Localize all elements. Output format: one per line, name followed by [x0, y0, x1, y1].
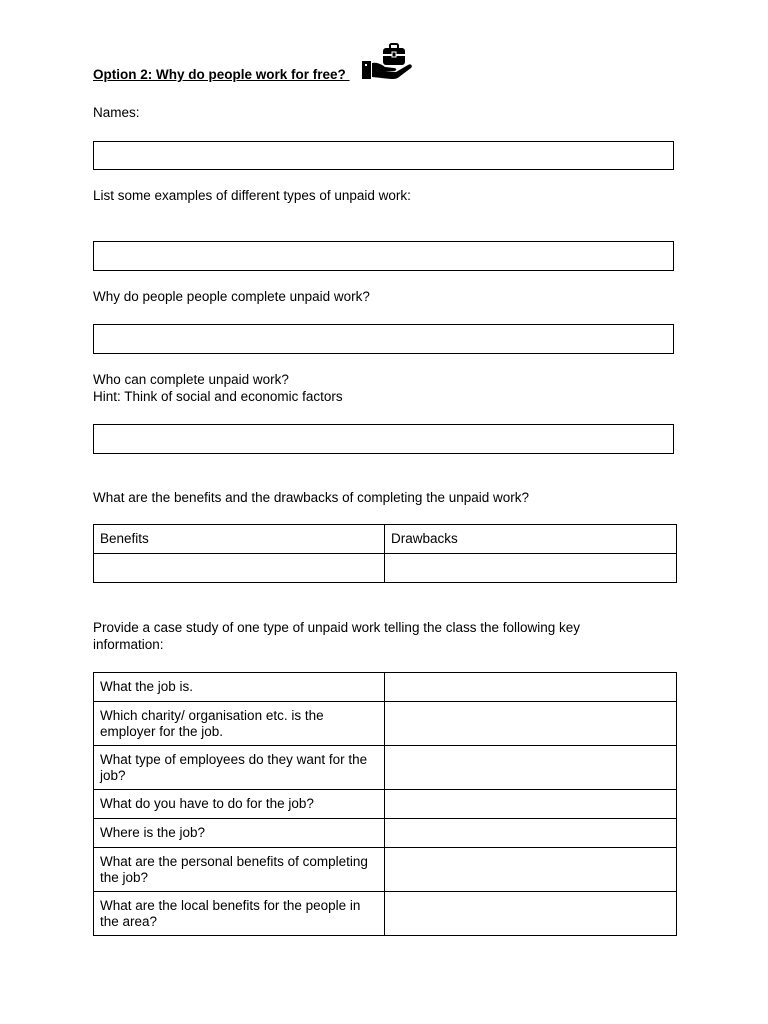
- case-study-prompt: Provide a case study of one type of unpaid work telling the class the following key information:: [93, 620, 581, 652]
- benefits-header: Benefits: [94, 525, 385, 554]
- unpaid-work-examples-box[interactable]: [93, 241, 674, 271]
- why-unpaid-work-box[interactable]: [93, 324, 674, 354]
- benefits-cell[interactable]: [94, 554, 385, 583]
- table-row: [94, 746, 677, 790]
- case-study-question: Where is the job?: [94, 819, 385, 848]
- case-study-answer-cell[interactable]: [385, 819, 677, 848]
- case-study-question: What do you have to do for the job?: [94, 790, 385, 819]
- case-study-answer-cell[interactable]: [385, 702, 677, 746]
- case-study-table: [93, 672, 677, 936]
- drawbacks-cell[interactable]: [385, 554, 677, 583]
- table-row: [94, 819, 677, 848]
- worksheet-title: Option 2: Why do people work for free?: [93, 67, 350, 82]
- question-why-unpaid-work: Why do people people complete unpaid work?: [93, 289, 370, 304]
- who-can-complete-box[interactable]: [93, 424, 674, 454]
- table-header-row: [94, 525, 677, 554]
- case-study-question: What are the personal benefits of completing the job?: [94, 848, 385, 892]
- drawbacks-header: Drawbacks: [385, 525, 677, 554]
- question-unpaid-work-examples: List some examples of different types of unpaid work:: [93, 188, 411, 203]
- question-who-can-complete: [93, 371, 343, 405]
- case-study-question: What type of employees do they want for the job?: [94, 746, 385, 790]
- case-study-question: What the job is.: [94, 673, 385, 702]
- table-row: [94, 673, 677, 702]
- case-study-answer-cell[interactable]: [385, 673, 677, 702]
- hand-holding-briefcase-icon: [361, 42, 413, 82]
- question-benefits-drawbacks: What are the benefits and the drawbacks of completing the unpaid work?: [93, 490, 530, 505]
- case-study-answer-cell[interactable]: [385, 892, 677, 936]
- table-row: [94, 892, 677, 936]
- table-row: [94, 790, 677, 819]
- names-label: Names:: [93, 105, 140, 120]
- case-study-question: What are the local benefits for the people in the area?: [94, 892, 385, 936]
- table-row: [94, 848, 677, 892]
- table-row: [94, 702, 677, 746]
- case-study-answer-cell[interactable]: [385, 746, 677, 790]
- case-study-answer-cell[interactable]: [385, 848, 677, 892]
- question-who-line: Who can complete unpaid work?: [93, 372, 289, 387]
- names-input-box[interactable]: [93, 141, 674, 170]
- benefits-drawbacks-table: [93, 524, 677, 583]
- table-row: [94, 554, 677, 583]
- case-study-question: Which charity/ organisation etc. is the employer for the job.: [94, 702, 385, 746]
- case-study-answer-cell[interactable]: [385, 790, 677, 819]
- question-hint-line: Hint: Think of social and economic factors: [93, 389, 343, 404]
